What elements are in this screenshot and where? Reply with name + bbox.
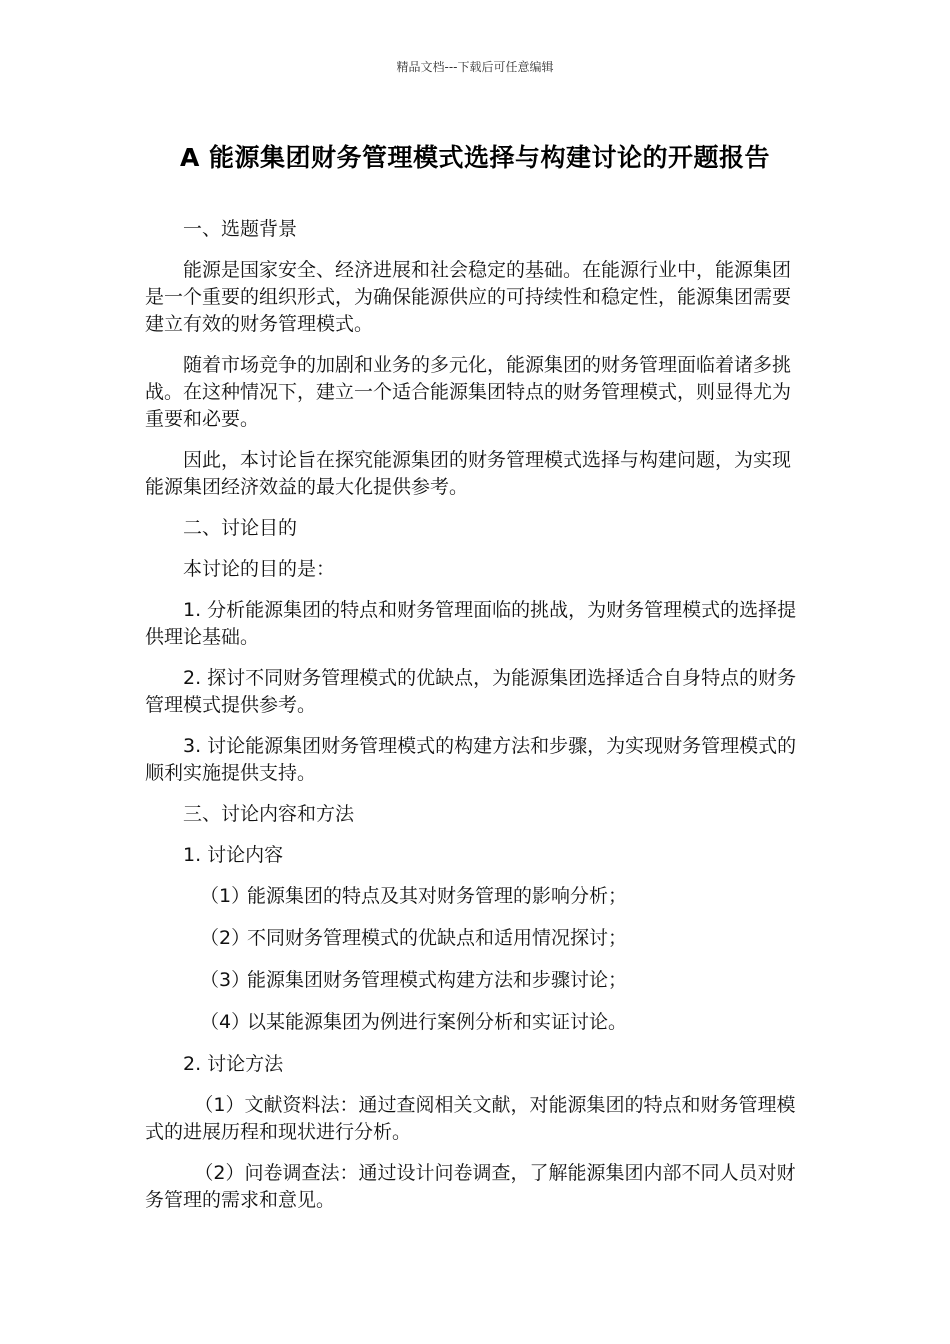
purpose-item: 3. 讨论能源集团财务管理模式的构建方法和步骤，为实现财务管理模式的顺利实施提供支持。 bbox=[145, 735, 797, 784]
section-heading-content-method: 三、讨论内容和方法 bbox=[183, 803, 355, 825]
section-heading-background: 一、选题背景 bbox=[183, 218, 298, 240]
document-body bbox=[145, 216, 807, 1228]
subheading-content: 1. 讨论内容 bbox=[183, 844, 284, 866]
item-number: （4） bbox=[200, 1011, 251, 1033]
method-item: （1）文献资料法：通过查阅相关文献，对能源集团的特点和财务管理模式的进展历程和现状进行分析。 bbox=[145, 1094, 796, 1143]
section-heading-purpose: 二、讨论目的 bbox=[183, 517, 298, 539]
method-item: （2）问卷调查法：通过设计问卷调查，了解能源集团内部不同人员对财务管理的需求和意见。 bbox=[145, 1162, 796, 1211]
content-item bbox=[145, 925, 807, 952]
paragraph: 因此，本讨论旨在探究能源集团的财务管理模式选择与构建问题，为实现能源集团经济效益的最大化提供参考。 bbox=[145, 449, 792, 498]
purpose-item: 2. 探讨不同财务管理模式的优缺点，为能源集团选择适合自身特点的财务管理模式提供参考。 bbox=[145, 667, 797, 716]
document-title: A 能源集团财务管理模式选择与构建讨论的开题报告 bbox=[179, 143, 771, 172]
item-number: （3） bbox=[200, 969, 251, 991]
paragraph: 本讨论的目的是： bbox=[183, 558, 336, 580]
paragraph: 随着市场竞争的加剧和业务的多元化，能源集团的财务管理面临着诸多挑战。在这种情况下，建立一个适合能源集团特点的财务管理模式，则显得尤为重要和必要。 bbox=[145, 354, 792, 430]
item-text: 不同财务管理模式的优缺点和适用情况探讨； bbox=[247, 927, 628, 949]
paragraph: 能源是国家安全、经济进展和社会稳定的基础。在能源行业中，能源集团是一个重要的组织形式，为确保能源供应的可持续性和稳定性，能源集团需要建立有效的财务管理模式。 bbox=[145, 259, 792, 335]
purpose-item: 1. 分析能源集团的特点和财务管理面临的挑战，为财务管理模式的选择提供理论基础。 bbox=[145, 599, 797, 648]
content-item bbox=[145, 1009, 807, 1036]
page-header: 精品文档---下载后可任意编辑 bbox=[396, 60, 554, 74]
item-text: 能源集团财务管理模式构建方法和步骤讨论； bbox=[247, 969, 628, 991]
item-text: 能源集团的特点及其对财务管理的影响分析； bbox=[247, 885, 628, 907]
item-number: （2） bbox=[200, 927, 251, 949]
item-text: 以某能源集团为例进行案例分析和实证讨论。 bbox=[247, 1011, 628, 1033]
content-item bbox=[145, 967, 807, 994]
item-number: （1） bbox=[200, 885, 251, 907]
subheading-method: 2. 讨论方法 bbox=[183, 1053, 284, 1075]
content-item bbox=[145, 883, 807, 910]
